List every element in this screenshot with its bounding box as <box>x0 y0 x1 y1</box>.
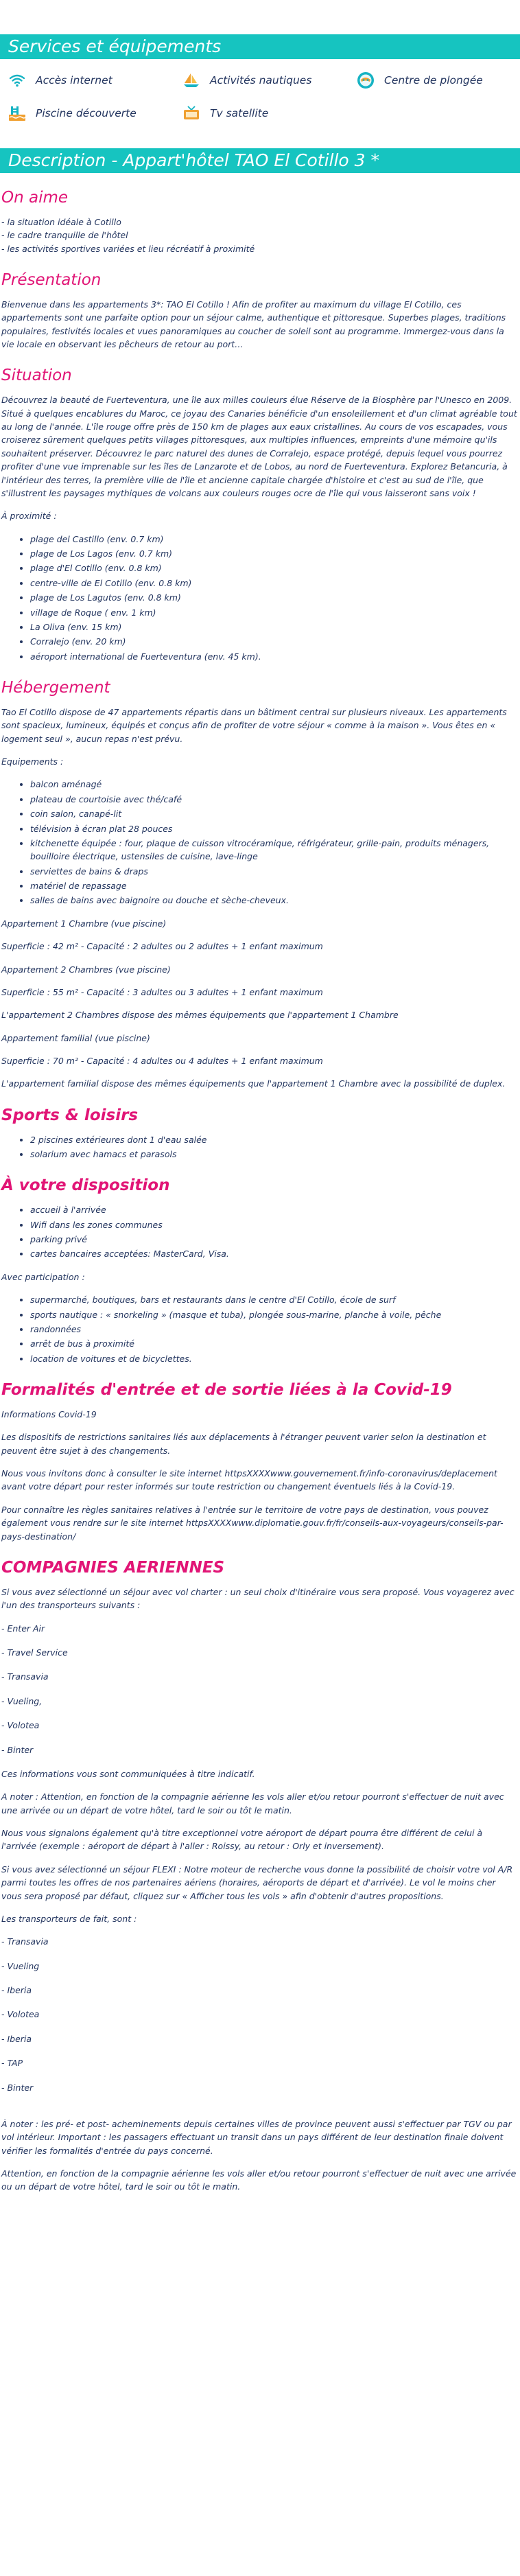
page <box>0 34 520 2210</box>
list-item: • Wifi dans les zones communes <box>30 1218 517 1231</box>
compagnies-note: À noter : les pré- et post- acheminements depuis certaines villes de province peuvent aussi s'effectuer par TGV ou par vol intérieur. Important : les passagers effectuant un transit dans un pays différent de leur destination finale doivent vérifier les formalités d'entrée du pays concerné. <box>1 2118 512 2156</box>
list-item: • télévision à écran plat 28 pouces <box>30 822 517 835</box>
room-info: Superficie : 42 m² - Capacité : 2 adultes ou 2 adultes + 1 enfant maximum <box>1 941 323 952</box>
list-item: • 2 piscines extérieures dont 1 d'eau salée <box>30 1133 517 1146</box>
list-item: • salles de bains avec baignoire ou douche et sèche-cheveux. <box>30 894 517 907</box>
hebergement-intro: Tao El Cotillo dispose de 47 appartements répartis dans un bâtiment central sur plusieurs niveaux. Les appartements sont spacieux, lumineux, équipés et conçus afin de profiter de votre séjour « comme à la maison ». Vous êtes en « logement seul », aucun repas n'est prévu. <box>1 706 507 744</box>
list-item: • serviettes de bains & draps <box>30 865 517 878</box>
compagnies-indicatif: Ces informations vous sont communiquées à titre indicatif. <box>1 1768 255 1779</box>
description-content <box>0 188 520 2194</box>
participation-label: Avec participation : <box>1 1271 85 1282</box>
on-aime-line: - le cadre tranquille de l'hôtel <box>1 230 128 241</box>
airline-item: - Binter <box>1 1744 34 1755</box>
room-info: Superficie : 70 m² - Capacité : 4 adultes ou 4 adultes + 1 enfant maximum <box>1 1056 323 1067</box>
compagnies-flexi: Si vous avez sélectionné un séjour FLEXI : Notre moteur de recherche vous donne la possibilité de choisir votre vol A/R parmi toutes les offres de nos partenaires aériens (horaires, aéroports de départ et d'arrivée). Le vol le moins cher vous sera proposé par défaut, cliquez sur « Afficher tous les vols » afin d'obtenir d'autres propositions. <box>1 1864 513 1901</box>
airline-item: - Iberia <box>1 2033 32 2044</box>
room-info: L'appartement 2 Chambres dispose des mêmes équipements que l'appartement 1 Chambre <box>1 1010 399 1021</box>
on-aime-line: - les activités sportives variées et lieu récréatif à proximité <box>1 243 255 254</box>
wifi-icon <box>7 71 27 89</box>
list-item: • matériel de repassage <box>30 879 517 892</box>
services-grid <box>0 59 520 122</box>
service-tv <box>181 104 355 122</box>
list-item: • plateau de courtoisie avec thé/café <box>30 793 517 806</box>
service-label: Centre de plongée <box>384 73 483 86</box>
description-title: Description - Appart'hôtel TAO El Cotillo 3 * <box>0 148 520 173</box>
service-label: Activités nautiques <box>210 73 312 86</box>
list-item: • plage de Los Lagutos (env. 0.8 km) <box>30 591 517 604</box>
airline-item: - Iberia <box>1 1985 32 1995</box>
disposition-list <box>30 1203 517 1261</box>
pool-icon <box>7 104 27 122</box>
covid-paragraph: Les dispositifs de restrictions sanitaires liés aux déplacements à l'étranger peuvent varier selon la destination et peuvent être sujet à des changements. <box>1 1432 486 1456</box>
list-item: • aéroport international de Fuerteventura (env. 45 km). <box>30 650 517 663</box>
list-item: • Corralejo (env. 20 km) <box>30 635 517 648</box>
list-item: • La Oliva (env. 15 km) <box>30 620 517 634</box>
participation-list <box>30 1293 517 1365</box>
list-item: • supermarché, boutiques, bars et restaurants dans le centre d'El Cotillo, école de surf <box>30 1293 517 1306</box>
equipements-list <box>30 778 517 907</box>
airline-item: - Volotea <box>1 2009 40 2020</box>
list-item: • sports nautique : « snorkeling » (masque et tuba), plongée sous-marine, planche à voile, pêche <box>30 1308 517 1321</box>
proximity-list <box>30 533 517 663</box>
list-item: • arrêt de bus à proximité <box>30 1337 517 1350</box>
presentation-text: Bienvenue dans les appartements 3*: TAO El Cotillo ! Afin de profiter au maximum du village El Cotillo, ces appartements sont une parfaite option pour un séjour calme, authentique et pittoresque. Superbes plages, traditions populaires, festivités locales et vues panoramiques au coucher de soleil sont au programme. Immergez-vous dans la vie locale en observant les pêcheurs de retour au port… <box>1 299 506 350</box>
airline-item: - Vueling <box>1 1960 40 1971</box>
on-aime-line: - la situation idéale à Cotillo <box>1 216 121 227</box>
airline-item: - Vueling, <box>1 1695 43 1706</box>
service-plongee <box>355 71 520 89</box>
diving-icon <box>355 71 376 89</box>
disposition-heading: À votre disposition <box>1 1176 170 1195</box>
presentation-heading: Présentation <box>1 271 102 290</box>
covid-paragraph: Nous vous invitons donc à consulter le site internet httpsXXXXwww.gouvernement.fr/info-coronavirus/deplacement avant votre départ pour rester informés sur toute restriction ou changement éventuels liés à la Covid-19. <box>1 1468 497 1492</box>
sports-heading: Sports & loisirs <box>1 1106 139 1124</box>
charter-list <box>1 1622 517 1756</box>
equipements-label: Equipements : <box>1 756 64 767</box>
list-item: • accueil à l'arrivée <box>30 1203 517 1216</box>
covid-paragraph: Pour connaître les règles sanitaires relatives à l'entrée sur le territoire de votre pays de destination, vous pouvez également vous rendre sur le site internet httpsXXXXwww.diplomatie.gouv.fr/fr/conseils-aux-voyageurs/conseils-par-pays-destination/ <box>1 1504 504 1542</box>
list-item: • parking privé <box>30 1233 517 1246</box>
list-item: • location de voitures et de bicyclettes. <box>30 1352 517 1365</box>
list-item: • plage del Castillo (env. 0.7 km) <box>30 533 517 546</box>
situation-heading: Situation <box>1 367 72 385</box>
compagnies-note: A noter : Attention, en fonction de la compagnie aérienne les vols aller et/ou retour pourront s'effectuer de nuit avec une arrivée ou un départ de votre hôtel, tard le soir ou tôt le matin. <box>1 1791 504 1815</box>
proximity-label: À proximité : <box>1 511 57 522</box>
compagnies-note: Attention, en fonction de la compagnie aérienne les vols aller et/ou retour pourront s'effectuer de nuit avec une arrivée ou un départ de votre hôtel, tard le soir ou tôt le matin. <box>1 2168 517 2192</box>
hebergement-heading: Hébergement <box>1 679 110 697</box>
sports-list <box>30 1133 517 1161</box>
list-item: • balcon aménagé <box>30 778 517 791</box>
compagnies-intro: Si vous avez sélectionné un séjour avec vol charter : un seul choix d'itinéraire vous sera proposé. Vous voyagerez avec l'un des transporteurs suivants : <box>1 1586 515 1611</box>
room-info: Appartement familial (vue piscine) <box>1 1032 150 1043</box>
list-item: • village de Roque ( env. 1 km) <box>30 606 517 619</box>
airline-item: - Transavia <box>1 1671 49 1682</box>
tv-icon <box>181 104 202 122</box>
airline-item: - Travel Service <box>1 1647 68 1658</box>
compagnies-heading: COMPAGNIES AERIENNES <box>1 1558 225 1577</box>
service-label: Accès internet <box>36 73 113 86</box>
list-item: • plage de Los Lagos (env. 0.7 km) <box>30 547 517 560</box>
situation-text: Découvrez la beauté de Fuerteventura, une île aux milles couleurs élue Réserve de la Biosphère par l'Unesco en 2009. Situé à quelques encablures du Maroc, ce joyau des Canaries bénéficie d'un ensoleillement et d'un climat agréable tout au long de l'année. L'île rouge offre près de 150 km de plages aux eaux cristallines. Au cours de vos escapades, vous croiserez sûrement quelques petits villages pittoresques, aux multiples influences, empreints d'une mémoire qu'ils souhaitent préserver. Découvrez le parc naturel des dunes de Corralejo, espace protégé, depuis lequel vous pourrez profiter d'une vue imprenable sur les îles de Lanzarote et de Lobos, au nord de Fuerteventura. Explorez Betancuria, à l'intérieur des terres, la première ville de l'île et ancienne capitale chargée d'histoire et c'est au sud de l'île, que s'illustrent les paysages mythiques de volcans aux couleurs rouges ocre de l'île qui vous laisseront sans voix ! <box>1 395 517 498</box>
list-item: • cartes bancaires acceptées: MasterCard, Visa. <box>30 1247 517 1260</box>
airline-item: - Enter Air <box>1 1623 45 1634</box>
list-item: • solarium avec hamacs et parasols <box>30 1148 517 1161</box>
room-info: Superficie : 55 m² - Capacité : 3 adultes ou 3 adultes + 1 enfant maximum <box>1 986 323 997</box>
flexi-list <box>1 1935 517 2094</box>
airline-item: - Binter <box>1 2082 34 2093</box>
service-piscine <box>7 104 181 122</box>
compagnies-note: Nous vous signalons également qu'à titre exceptionnel votre aéroport de départ pourra être différent de celui à l'arrivée (exemple : aéroport de départ à l'aller : Roissy, au retour : Orly et inversement). <box>1 1828 483 1852</box>
airline-item: - Volotea <box>1 1720 40 1731</box>
room-info: Appartement 1 Chambre (vue piscine) <box>1 918 167 929</box>
list-item: • coin salon, canapé-lit <box>30 807 517 820</box>
on-aime-heading: On aime <box>1 189 69 207</box>
room-info: Appartement 2 Chambres (vue piscine) <box>1 964 171 975</box>
airline-item: - Transavia <box>1 1936 49 1947</box>
service-label: Piscine découverte <box>36 106 137 119</box>
list-item: • randonnées <box>30 1323 517 1336</box>
list-item: • kitchenette équipée : four, plaque de cuisson vitrocéramique, réfrigérateur, grille-pain, produits ménagers, bouilloire électrique, ustensiles de cuisine, lave-linge <box>30 837 517 863</box>
list-item: • centre-ville de El Cotillo (env. 0.8 km) <box>30 577 517 590</box>
service-internet <box>7 71 181 89</box>
room-info: L'appartement familial dispose des mêmes équipements que l'appartement 1 Chambre avec la possibilité de duplex. <box>1 1078 506 1089</box>
service-label: Tv satellite <box>210 106 269 119</box>
service-nautique <box>181 71 355 89</box>
list-item: • plage d'El Cotillo (env. 0.8 km) <box>30 561 517 575</box>
covid-heading: Formalités d'entrée et de sortie liées à la Covid-19 <box>1 1381 452 1400</box>
services-title: Services et équipements <box>0 34 520 59</box>
flexi-label: Les transporteurs de fait, sont : <box>1 1913 137 1924</box>
sailboat-icon <box>181 71 202 89</box>
covid-paragraph: Informations Covid-19 <box>1 1408 97 1419</box>
airline-item: - TAP <box>1 2058 23 2069</box>
